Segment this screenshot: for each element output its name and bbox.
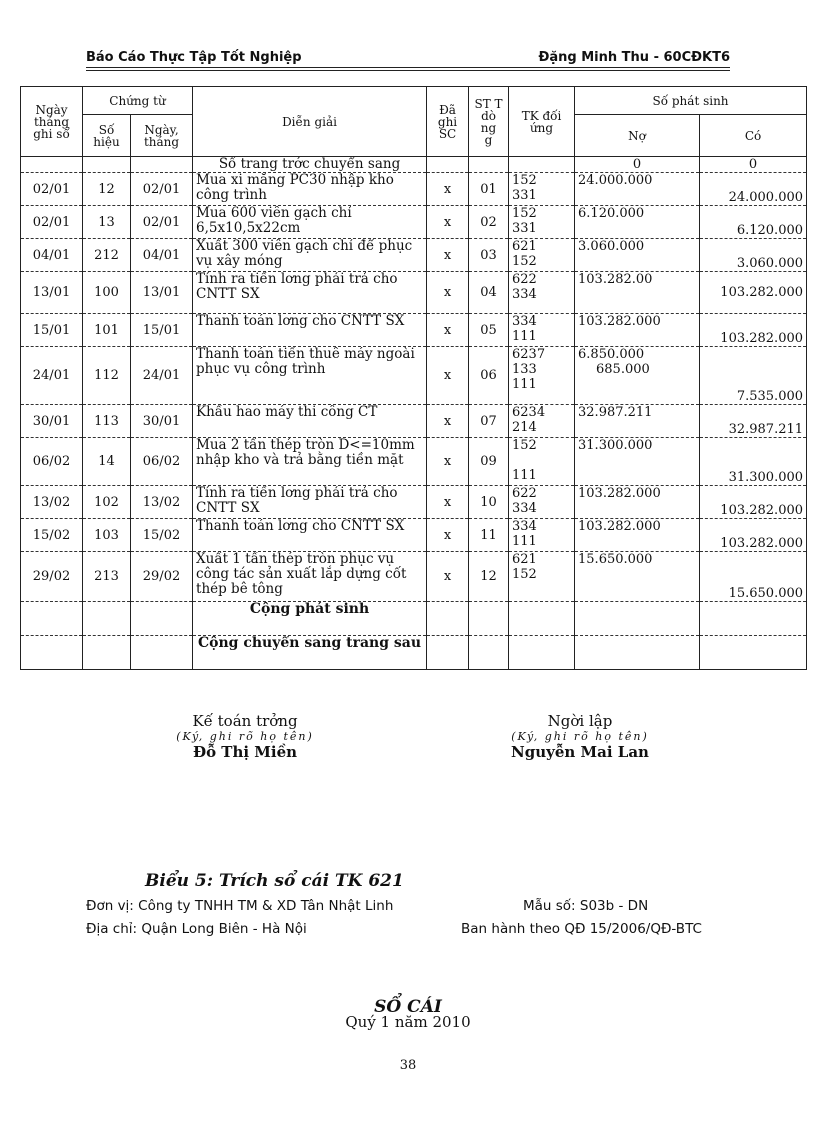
ledger-title: SỔ CÁI	[374, 997, 442, 1017]
voucher-no: 212	[83, 239, 131, 272]
col-header-posted: Đã ghi SC	[427, 87, 469, 157]
posted-mark: x	[427, 552, 469, 602]
col-header-voucher: Chứng từ	[83, 87, 193, 115]
voucher-date: 06/02	[131, 438, 193, 486]
account-code: 334	[512, 501, 537, 516]
debit-amount: 24.000.000	[578, 173, 653, 188]
credit-amount: 103.282.000	[700, 272, 807, 314]
line-number: 01	[469, 173, 509, 206]
report-title: Báo Cáo Thực Tập Tốt Nghiệp	[86, 50, 302, 65]
page-number: 38	[399, 1058, 417, 1073]
posted-mark: x	[427, 486, 469, 519]
entry-date: 29/02	[21, 552, 83, 602]
debit-amount: 3.060.000	[578, 239, 645, 254]
account-code: 622	[512, 272, 537, 287]
entry-date: 24/01	[21, 347, 83, 405]
account-code: 622	[512, 486, 537, 501]
line-number: 04	[469, 272, 509, 314]
signature-note: (Ký, ghi rõ họ tên)	[511, 730, 649, 743]
col-header-account: TK đối ứng	[509, 87, 575, 157]
debit-cell	[575, 438, 700, 486]
table-row	[21, 314, 807, 347]
contra-account	[509, 438, 575, 486]
total-row-label: Cộng phát sinh	[193, 602, 427, 636]
credit-amount: 7.535.000	[700, 347, 807, 405]
table-row	[21, 438, 807, 486]
contra-account	[509, 519, 575, 552]
account-code	[512, 453, 571, 468]
voucher-date: 24/01	[131, 347, 193, 405]
table-row	[21, 173, 807, 206]
account-code: 152	[512, 206, 537, 221]
posted-mark: x	[427, 347, 469, 405]
line-number: 11	[469, 519, 509, 552]
debit-cell	[575, 173, 700, 206]
credit-amount: 32.987.211	[700, 405, 807, 438]
account-code: 334	[512, 287, 537, 302]
table-row	[21, 552, 807, 602]
account-code: 331	[512, 188, 537, 203]
debit-amount: 32.987.211	[578, 405, 653, 420]
credit-amount: 6.120.000	[700, 206, 807, 239]
description: Thanh toán lơng cho CNTT SX	[193, 519, 427, 552]
voucher-no: 101	[83, 314, 131, 347]
description: Thanh toán lơng cho CNTT SX	[193, 314, 427, 347]
debit-amount: 103.282.000	[578, 486, 661, 501]
form-number: Mẫu số: S03b - DN	[523, 898, 649, 914]
debit-cell	[575, 519, 700, 552]
credit-amount: 31.300.000	[700, 438, 807, 486]
address-line: Địa chỉ: Quận Long Biên - Hà Nội	[86, 921, 307, 937]
header-rule	[86, 67, 730, 68]
debit-cell	[575, 272, 700, 314]
voucher-date: 02/01	[131, 173, 193, 206]
account-code: 152	[512, 173, 537, 188]
col-header-debit: Nợ	[575, 115, 700, 157]
line-number: 09	[469, 438, 509, 486]
signature-title: Kế toán trởng	[192, 712, 298, 730]
posted-mark: x	[427, 173, 469, 206]
table-row	[21, 486, 807, 519]
debit-cell	[575, 552, 700, 602]
table-row	[21, 519, 807, 552]
account-code: 331	[512, 221, 537, 236]
line-number: 10	[469, 486, 509, 519]
signature-name: Đỗ Thị Miền	[192, 743, 298, 761]
credit-amount: 3.060.000	[700, 239, 807, 272]
credit-amount: 103.282.000	[700, 486, 807, 519]
voucher-no: 113	[83, 405, 131, 438]
contra-account	[509, 486, 575, 519]
account-code: 214	[512, 420, 537, 435]
table-row	[21, 206, 807, 239]
col-header-credit: Có	[700, 115, 807, 157]
account-code: 334	[512, 519, 537, 534]
description: Thanh toán tiền thuê máy ngoài phục vụ công trình	[193, 347, 427, 405]
entry-date: 06/02	[21, 438, 83, 486]
account-code: 111	[512, 468, 537, 483]
line-number: 05	[469, 314, 509, 347]
posted-mark: x	[427, 272, 469, 314]
author-name: Đặng Minh Thu - 60CĐKT6	[538, 50, 730, 65]
debit-amount: 103.282.00	[578, 272, 653, 287]
line-number: 03	[469, 239, 509, 272]
table-row	[21, 347, 807, 405]
voucher-no: 102	[83, 486, 131, 519]
voucher-no: 213	[83, 552, 131, 602]
account-code: 133	[512, 362, 537, 377]
debit-amount: 103.282.000	[578, 314, 661, 329]
table-caption: Biểu 5: Trích sổ cái TK 621	[145, 871, 404, 891]
account-code: 111	[512, 329, 537, 344]
debit-cell	[575, 314, 700, 347]
voucher-date: 15/01	[131, 314, 193, 347]
description: Khấu hao máy thi công CT	[193, 405, 427, 438]
signature-title: Ngời lập	[547, 712, 613, 730]
entry-date: 02/01	[21, 206, 83, 239]
posted-mark: x	[427, 314, 469, 347]
col-header-amount: Số phát sinh	[575, 87, 807, 115]
description: Mua 2 tấn thép tròn D<=10mm nhập kho và trả bằng tiền mặt	[193, 438, 427, 486]
col-header-desc: Diễn giải	[193, 87, 427, 157]
account-code: 152	[512, 567, 537, 582]
signature-name: Nguyễn Mai Lan	[511, 743, 649, 761]
carry-in-row	[21, 157, 807, 173]
account-code: 621	[512, 239, 537, 254]
contra-account	[509, 239, 575, 272]
description: Mua xi măng PC30 nhập kho công trình	[193, 173, 427, 206]
debit-amount: 103.282.000	[578, 519, 661, 534]
col-header-date: Ngày tháng ghi sổ	[21, 87, 83, 157]
entry-date: 15/02	[21, 519, 83, 552]
debit-amount-vat: 685.000	[596, 362, 650, 377]
debit-cell	[575, 206, 700, 239]
posted-mark: x	[427, 519, 469, 552]
line-number: 07	[469, 405, 509, 438]
voucher-no: 100	[83, 272, 131, 314]
debit-amount: 6.120.000	[578, 206, 645, 221]
line-number: 06	[469, 347, 509, 405]
posted-mark: x	[427, 438, 469, 486]
credit-amount: 103.282.000	[700, 519, 807, 552]
header-rule-double	[86, 70, 730, 71]
description: Tính ra tiền lơng phải trả cho CNTT SX	[193, 272, 427, 314]
carry-in-label: Số trang trớc chuyển sang	[193, 157, 427, 173]
entry-date: 13/01	[21, 272, 83, 314]
credit-amount: 24.000.000	[700, 173, 807, 206]
line-number: 02	[469, 206, 509, 239]
voucher-no: 12	[83, 173, 131, 206]
account-code: 6237	[512, 347, 546, 362]
col-header-voucher-date: Ngày, tháng	[131, 115, 193, 157]
entry-date: 13/02	[21, 486, 83, 519]
debit-amount: 6.850.000	[578, 347, 645, 362]
debit-cell	[575, 347, 700, 405]
description: Xuất 300 viên gạch chỉ để phục vụ xây móng	[193, 239, 427, 272]
debit-cell	[575, 239, 700, 272]
account-code: 334	[512, 314, 537, 329]
carry-in-credit: 0	[700, 157, 807, 173]
entry-date: 30/01	[21, 405, 83, 438]
carry-out-row	[21, 636, 807, 670]
table-row	[21, 239, 807, 272]
total-row	[21, 602, 807, 636]
account-code: 152	[512, 438, 537, 453]
voucher-date: 02/01	[131, 206, 193, 239]
voucher-no: 14	[83, 438, 131, 486]
decree-line: Ban hành theo QĐ 15/2006/QĐ-BTC	[461, 921, 702, 937]
voucher-date: 13/02	[131, 486, 193, 519]
contra-account	[509, 405, 575, 438]
contra-account	[509, 206, 575, 239]
debit-amount: 31.300.000	[578, 438, 653, 453]
debit-cell	[575, 405, 700, 438]
col-header-line: ST T dò ng g	[469, 87, 509, 157]
contra-account	[509, 552, 575, 602]
description: Tính ra tiền lơng phải trả cho CNTT SX	[193, 486, 427, 519]
voucher-no: 13	[83, 206, 131, 239]
posted-mark: x	[427, 405, 469, 438]
voucher-date: 29/02	[131, 552, 193, 602]
voucher-date: 04/01	[131, 239, 193, 272]
credit-amount: 15.650.000	[700, 552, 807, 602]
voucher-date: 30/01	[131, 405, 193, 438]
contra-account	[509, 314, 575, 347]
debit-amount: 15.650.000	[578, 552, 653, 567]
account-code: 6234	[512, 405, 546, 420]
debit-cell	[575, 486, 700, 519]
signature-note: (Ký, ghi rõ họ tên)	[176, 730, 314, 743]
carry-in-debit: 0	[575, 157, 700, 173]
voucher-no: 103	[83, 519, 131, 552]
ledger-table	[20, 86, 807, 670]
account-code: 111	[512, 377, 537, 392]
unit-line: Đơn vị: Công ty TNHH TM & XD Tân Nhật Linh	[86, 898, 394, 914]
line-number: 12	[469, 552, 509, 602]
period: Quý 1 năm 2010	[345, 1013, 471, 1031]
contra-account	[509, 173, 575, 206]
account-code: 111	[512, 534, 537, 549]
entry-date: 15/01	[21, 314, 83, 347]
carry-out-row-label: Cộng chuyển sang trang sau	[193, 636, 427, 670]
posted-mark: x	[427, 239, 469, 272]
credit-amount: 103.282.000	[700, 314, 807, 347]
entry-date: 04/01	[21, 239, 83, 272]
signature-preparer	[495, 712, 665, 761]
col-header-voucher-no: Số hiệu	[83, 115, 131, 157]
table-row	[21, 405, 807, 438]
voucher-no: 112	[83, 347, 131, 405]
account-code: 621	[512, 552, 537, 567]
account-code: 152	[512, 254, 537, 269]
posted-mark: x	[427, 206, 469, 239]
entry-date: 02/01	[21, 173, 83, 206]
table-row	[21, 272, 807, 314]
voucher-date: 15/02	[131, 519, 193, 552]
signature-chief-accountant	[160, 712, 330, 761]
contra-account	[509, 347, 575, 405]
description: Xuất 1 tấn thép tròn phục vụ công tác sản xuất lắp dựng cốt thép bê tông	[193, 552, 427, 602]
voucher-date: 13/01	[131, 272, 193, 314]
description: Mua 600 viên gạch chỉ 6,5x10,5x22cm	[193, 206, 427, 239]
contra-account	[509, 272, 575, 314]
